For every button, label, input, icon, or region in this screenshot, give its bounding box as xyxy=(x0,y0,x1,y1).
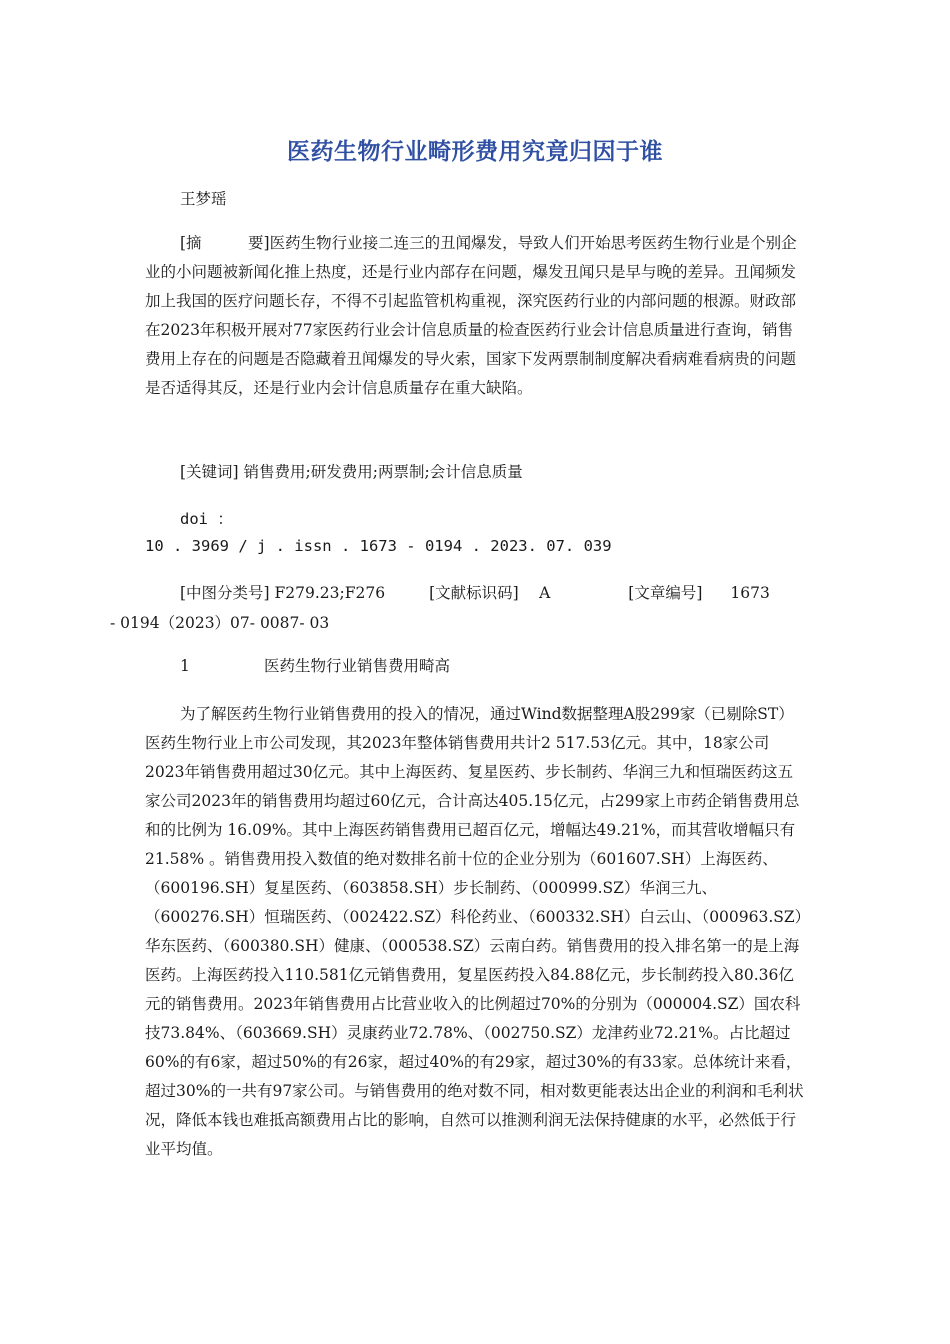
section-number: 1 xyxy=(180,657,190,675)
abstract-label: [摘 要] xyxy=(180,234,270,252)
classification-block xyxy=(110,578,805,638)
abstract-paragraph xyxy=(145,229,805,403)
article-number-part2: - 0194（2023）07- 0087- 03 xyxy=(110,614,330,632)
abstract-text: 医药生物行业接二连三的丑闻爆发，导致人们开始思考医药生物行业是个别企业的小问题被新闻化推上热度，还是行业内部存在问题，爆发丑闻只是早与晚的差异。丑闻频发加上我国的医疗问题长存，不得不引起监管机构重视，深究医药行业的内部问题的根源。财政部在2023年积极开展对77家医药行业会计信息质量的检查医药行业会计信息质量进行查询，销售费用上存在的问题是否隐藏着丑闻爆发的导火索，国家下发两票制制度解决看病难看病贵的问题是否适得其反，还是行业内会计信息质量存在重大缺陷。 xyxy=(145,234,797,397)
doi-label: doi ： xyxy=(180,510,233,528)
section-title: 医药生物行业销售费用畸高 xyxy=(264,657,451,675)
body-paragraph: 为了解医药生物行业销售费用的投入的情况，通过Wind数据整理A股299家（已剔除ST）医药生物行业上市公司发现，其2023年整体销售费用共计2 517.53亿元。其中，18家公司2023年销售费用超过30亿元。其中上海医药、复星医药、步长制药、华润三九和恒瑞医药这五家公司2023年的销售费用均超过60亿元，合计高达405.15亿元，占299家上市药企销售费用总和的比例为 16.09%。其中上海医药销售费用已超百亿元，增幅达49.21%，而其营收增幅只有 21.58% 。销售费用投入数值的绝对数排名前十位的企业分别为（601607.SH）上海医药、（600196.SH）复星医药、（603858.SH）步长制药、（000999.SZ）华润三九、（600276.SH）恒瑞医药、（002422.SZ）科伦药业、（600332.SH）白云山、（000963.SZ）华东医药、（600380.SH）健康、（000538.SZ）云南白药。销售费用的投入排名第一的是上海医药。上海医药投入110.581亿元销售费用，复星医药投入84.88亿元，步长制药投入80.36亿元的销售费用。2023年销售费用占比营业收入的比例超过70%的分别为（000004.SZ）国农科技73.84%、（603669.SH）灵康药业72.78%、（002750.SZ）龙津药业72.21%。占比超过60%的有6家，超过50%的有26家，超过40%的有29家，超过30%的有33家。总体统计来看，超过30%的一共有97家公司。与销售费用的绝对数不同，相对数更能表达出企业的利润和毛利状况，降低本钱也难抵高额费用占比的影响，自然可以推测利润无法保持健康的水平，必然低于行业平均值。 xyxy=(145,705,804,1158)
clc-number: [中图分类号] F279.23;F276 xyxy=(180,584,386,602)
article-title: 医药生物行业畸形费用究竟归因于谁 xyxy=(287,139,663,165)
keywords-line: [关键词] 销售费用;研发费用;两票制;会计信息质量 xyxy=(180,463,523,481)
section-heading xyxy=(180,654,450,676)
article-number-part1: 1673 xyxy=(730,584,770,602)
author-name: 王梦瑶 xyxy=(180,190,227,208)
doi-value: 10 . 3969 / j . issn . 1673 - 0194 . 2023. 07. 039 xyxy=(145,537,612,555)
document-code: [文献标识码] A xyxy=(429,584,551,602)
article-number-label: [文章编号] xyxy=(628,584,703,602)
